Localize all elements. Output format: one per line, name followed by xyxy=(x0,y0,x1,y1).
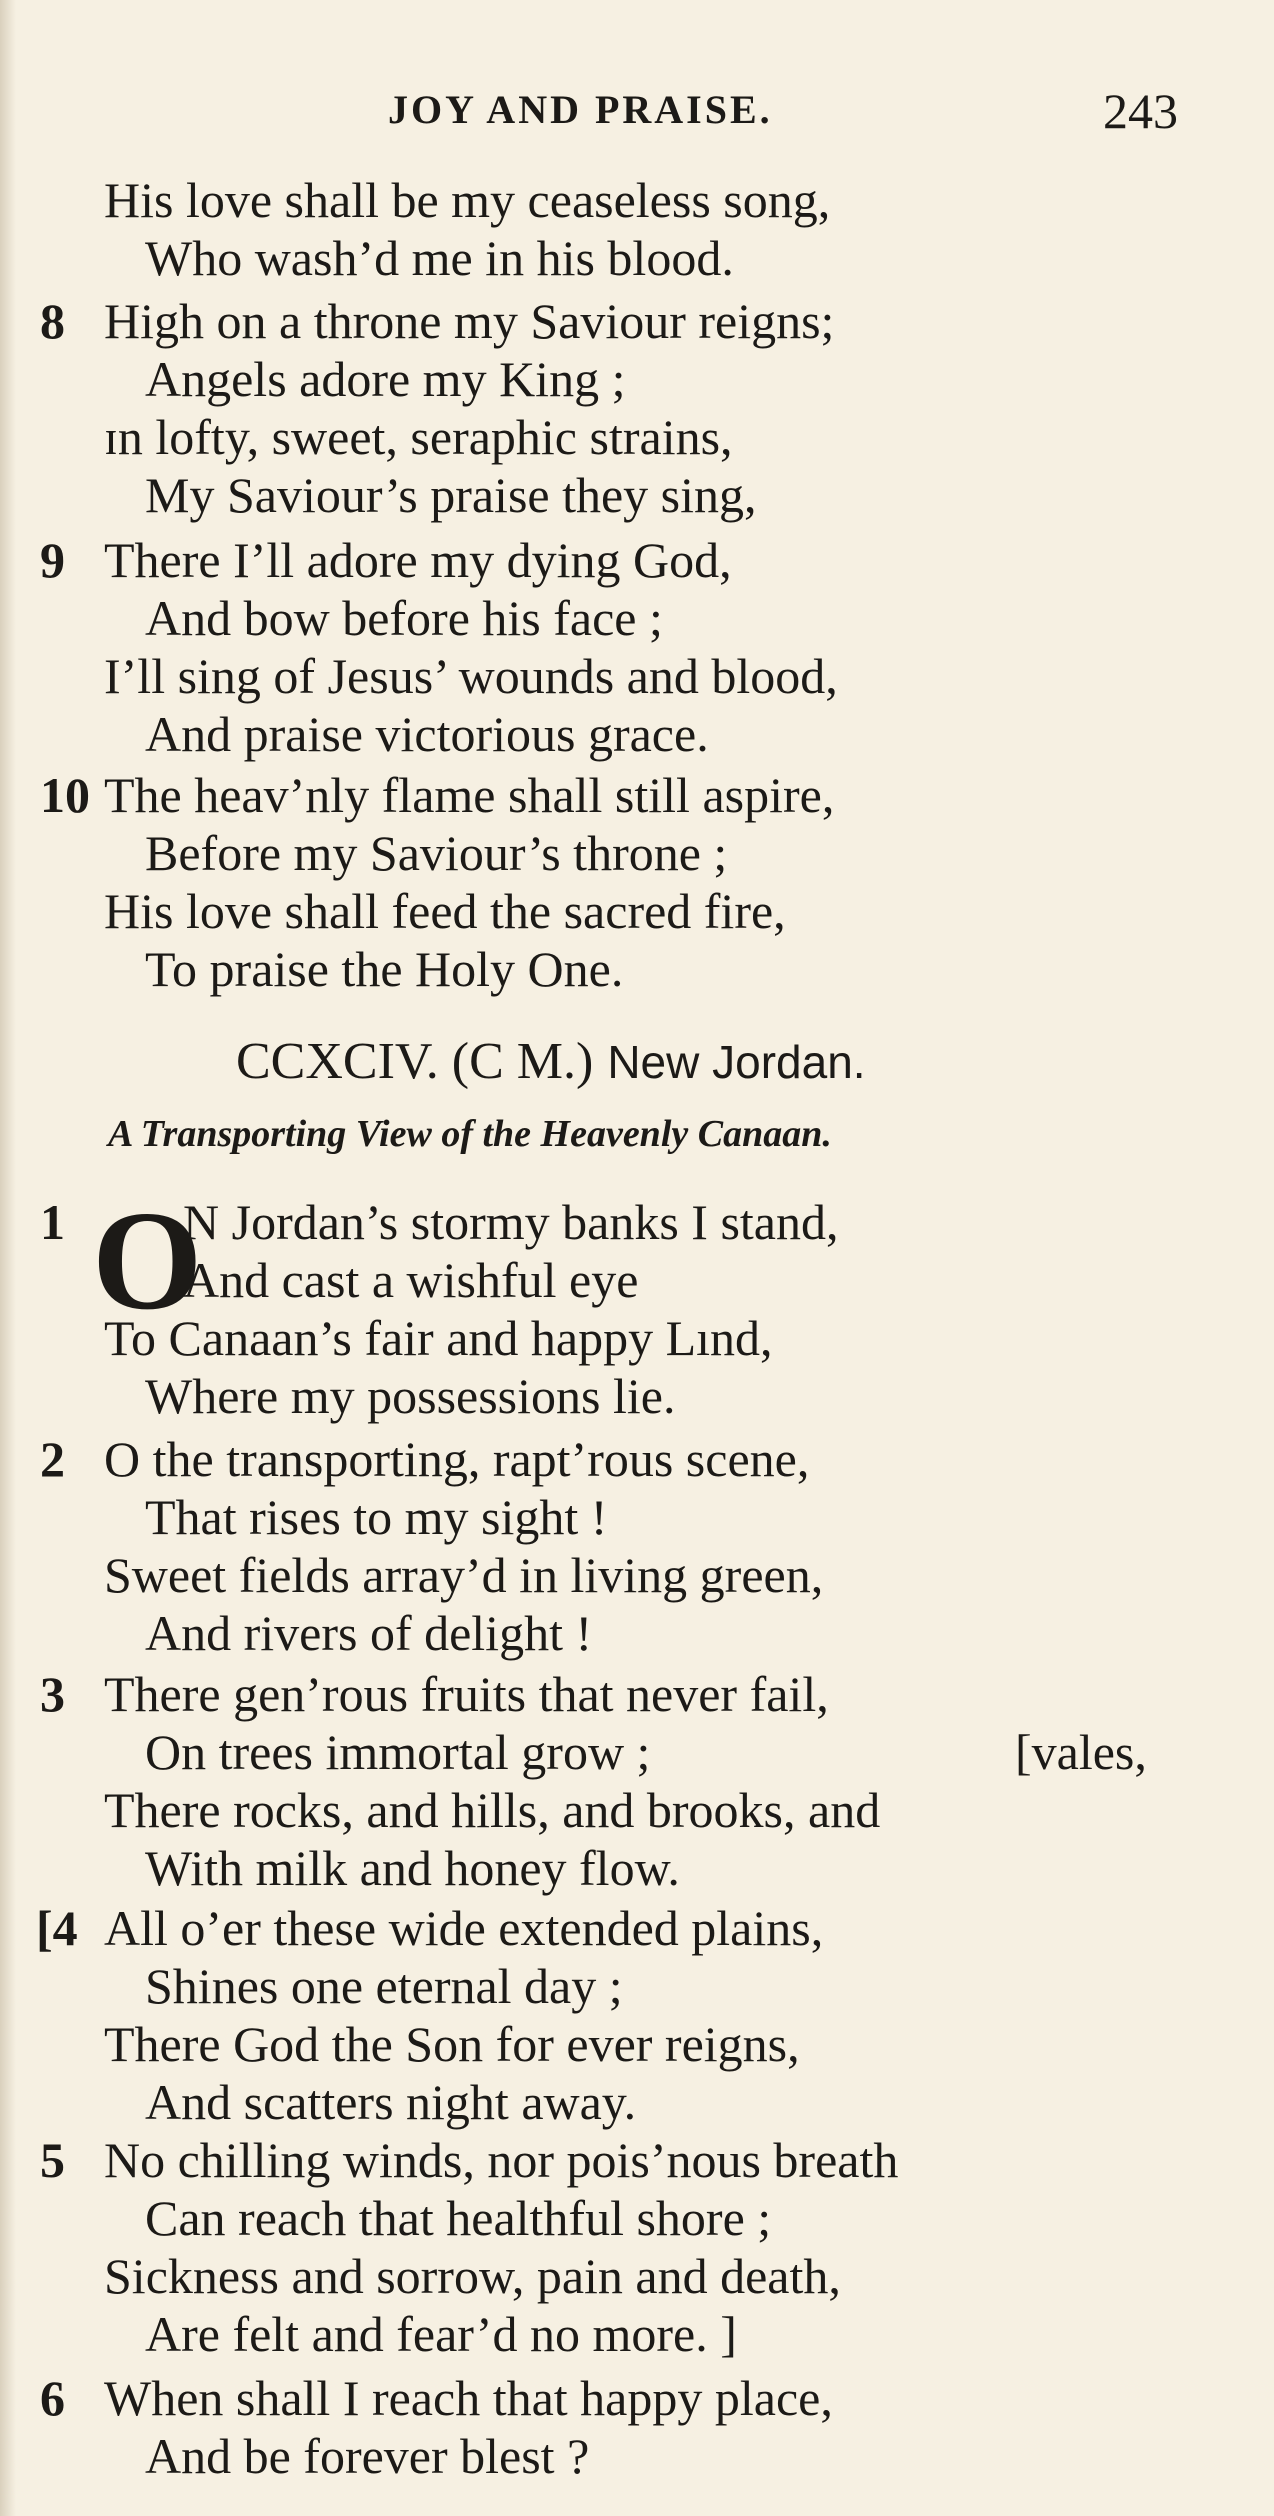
verse-line: There God the Son for ever reigns, xyxy=(104,2016,800,2072)
verse-line: And be forever blest ? xyxy=(145,2428,590,2484)
verse-line: Angels adore my King ; xyxy=(145,351,626,407)
verse-line: Can reach that healthful shore ; xyxy=(145,2190,772,2246)
stanza-number: 1 xyxy=(40,1194,65,1250)
stanza-number: 3 xyxy=(40,1666,65,1722)
verse-line: Are felt and fear’d no more. ] xyxy=(145,2306,737,2362)
stanza-number: 10 xyxy=(40,767,90,823)
verse-line: Sickness and sorrow, pain and death, xyxy=(104,2248,841,2304)
page-binding-shadow xyxy=(0,0,16,2516)
verse-line: Shines one eternal day ; xyxy=(145,1958,623,2014)
drop-cap: O xyxy=(92,1181,203,1339)
verse-line: And praise victorious grace. xyxy=(145,706,709,762)
verse-line: And cast a wishful eye xyxy=(183,1252,639,1308)
verse-line: When shall I reach that happy place, xyxy=(104,2370,833,2426)
running-head-title: JOY AND PRAISE. xyxy=(388,87,773,132)
verse-line: To praise the Holy One. xyxy=(145,941,624,997)
verse-line: Sweet fields array’d in living green, xyxy=(104,1547,824,1603)
verse-line: Where my possessions lie. xyxy=(145,1368,676,1424)
hymn-subtitle: A Transporting View of the Heavenly Canaan. xyxy=(108,1113,832,1155)
verse-line: The heav’nly flame shall still aspire, xyxy=(104,767,835,823)
verse-line: ɪn lofty, sweet, seraphic strains, xyxy=(104,409,733,465)
stanza-number: 9 xyxy=(40,532,65,588)
stanza-number: 6 xyxy=(40,2370,65,2426)
verse-line: On trees immortal grow ; xyxy=(145,1724,651,1780)
verse-line: There I’ll adore my dying God, xyxy=(104,532,732,588)
verse-line: With milk and honey flow. xyxy=(145,1840,680,1896)
verse-line: All o’er these wide extended plains, xyxy=(104,1900,824,1956)
verse-line: And rivers of delight ! xyxy=(145,1605,593,1661)
stanza-number: 2 xyxy=(40,1431,65,1487)
hymn-tune-name: New Jordan. xyxy=(607,1036,866,1088)
stanza-number: 8 xyxy=(40,293,65,349)
overflow-word: [vales, xyxy=(1015,1724,1147,1780)
verse-line: His love shall be my ceaseless song, xyxy=(104,172,831,228)
verse-line: That rises to my sight ! xyxy=(145,1489,608,1545)
verse-line: Who wash’d me in his blood. xyxy=(145,230,734,286)
verse-line: His love shall feed the sacred fire, xyxy=(104,883,786,939)
hymn-number-meter: CCXCIV. (C M.) xyxy=(236,1033,594,1090)
verse-line: I’ll sing of Jesus’ wounds and blood, xyxy=(104,648,838,704)
stanza-number: [4 xyxy=(36,1900,78,1956)
running-head xyxy=(0,83,1274,146)
verse-line: There rocks, and hills, and brooks, and xyxy=(104,1782,881,1838)
verse-line: To Canaan’s fair and happy Lınd, xyxy=(104,1310,773,1366)
verse-line: High on a throne my Saviour reigns; xyxy=(104,293,835,349)
verse-line: There gen’rous fruits that never fail, xyxy=(104,1666,829,1722)
verse-line: O the transporting, rapt’rous scene, xyxy=(104,1431,810,1487)
verse-line: And scatters night away. xyxy=(145,2074,637,2130)
verse-line: N Jordan’s stormy banks I stand, xyxy=(183,1194,839,1250)
page-number: 243 xyxy=(1103,83,1178,139)
verse-line: No chilling winds, nor pois’nous breath xyxy=(104,2132,899,2188)
verse-line: My Saviour’s praise they sing, xyxy=(145,467,757,523)
hymn-heading xyxy=(236,1032,866,1091)
verse-line: Before my Saviour’s throne ; xyxy=(145,825,728,881)
verse-line: And bow before his face ; xyxy=(145,590,663,646)
stanza-number: 5 xyxy=(40,2132,65,2188)
